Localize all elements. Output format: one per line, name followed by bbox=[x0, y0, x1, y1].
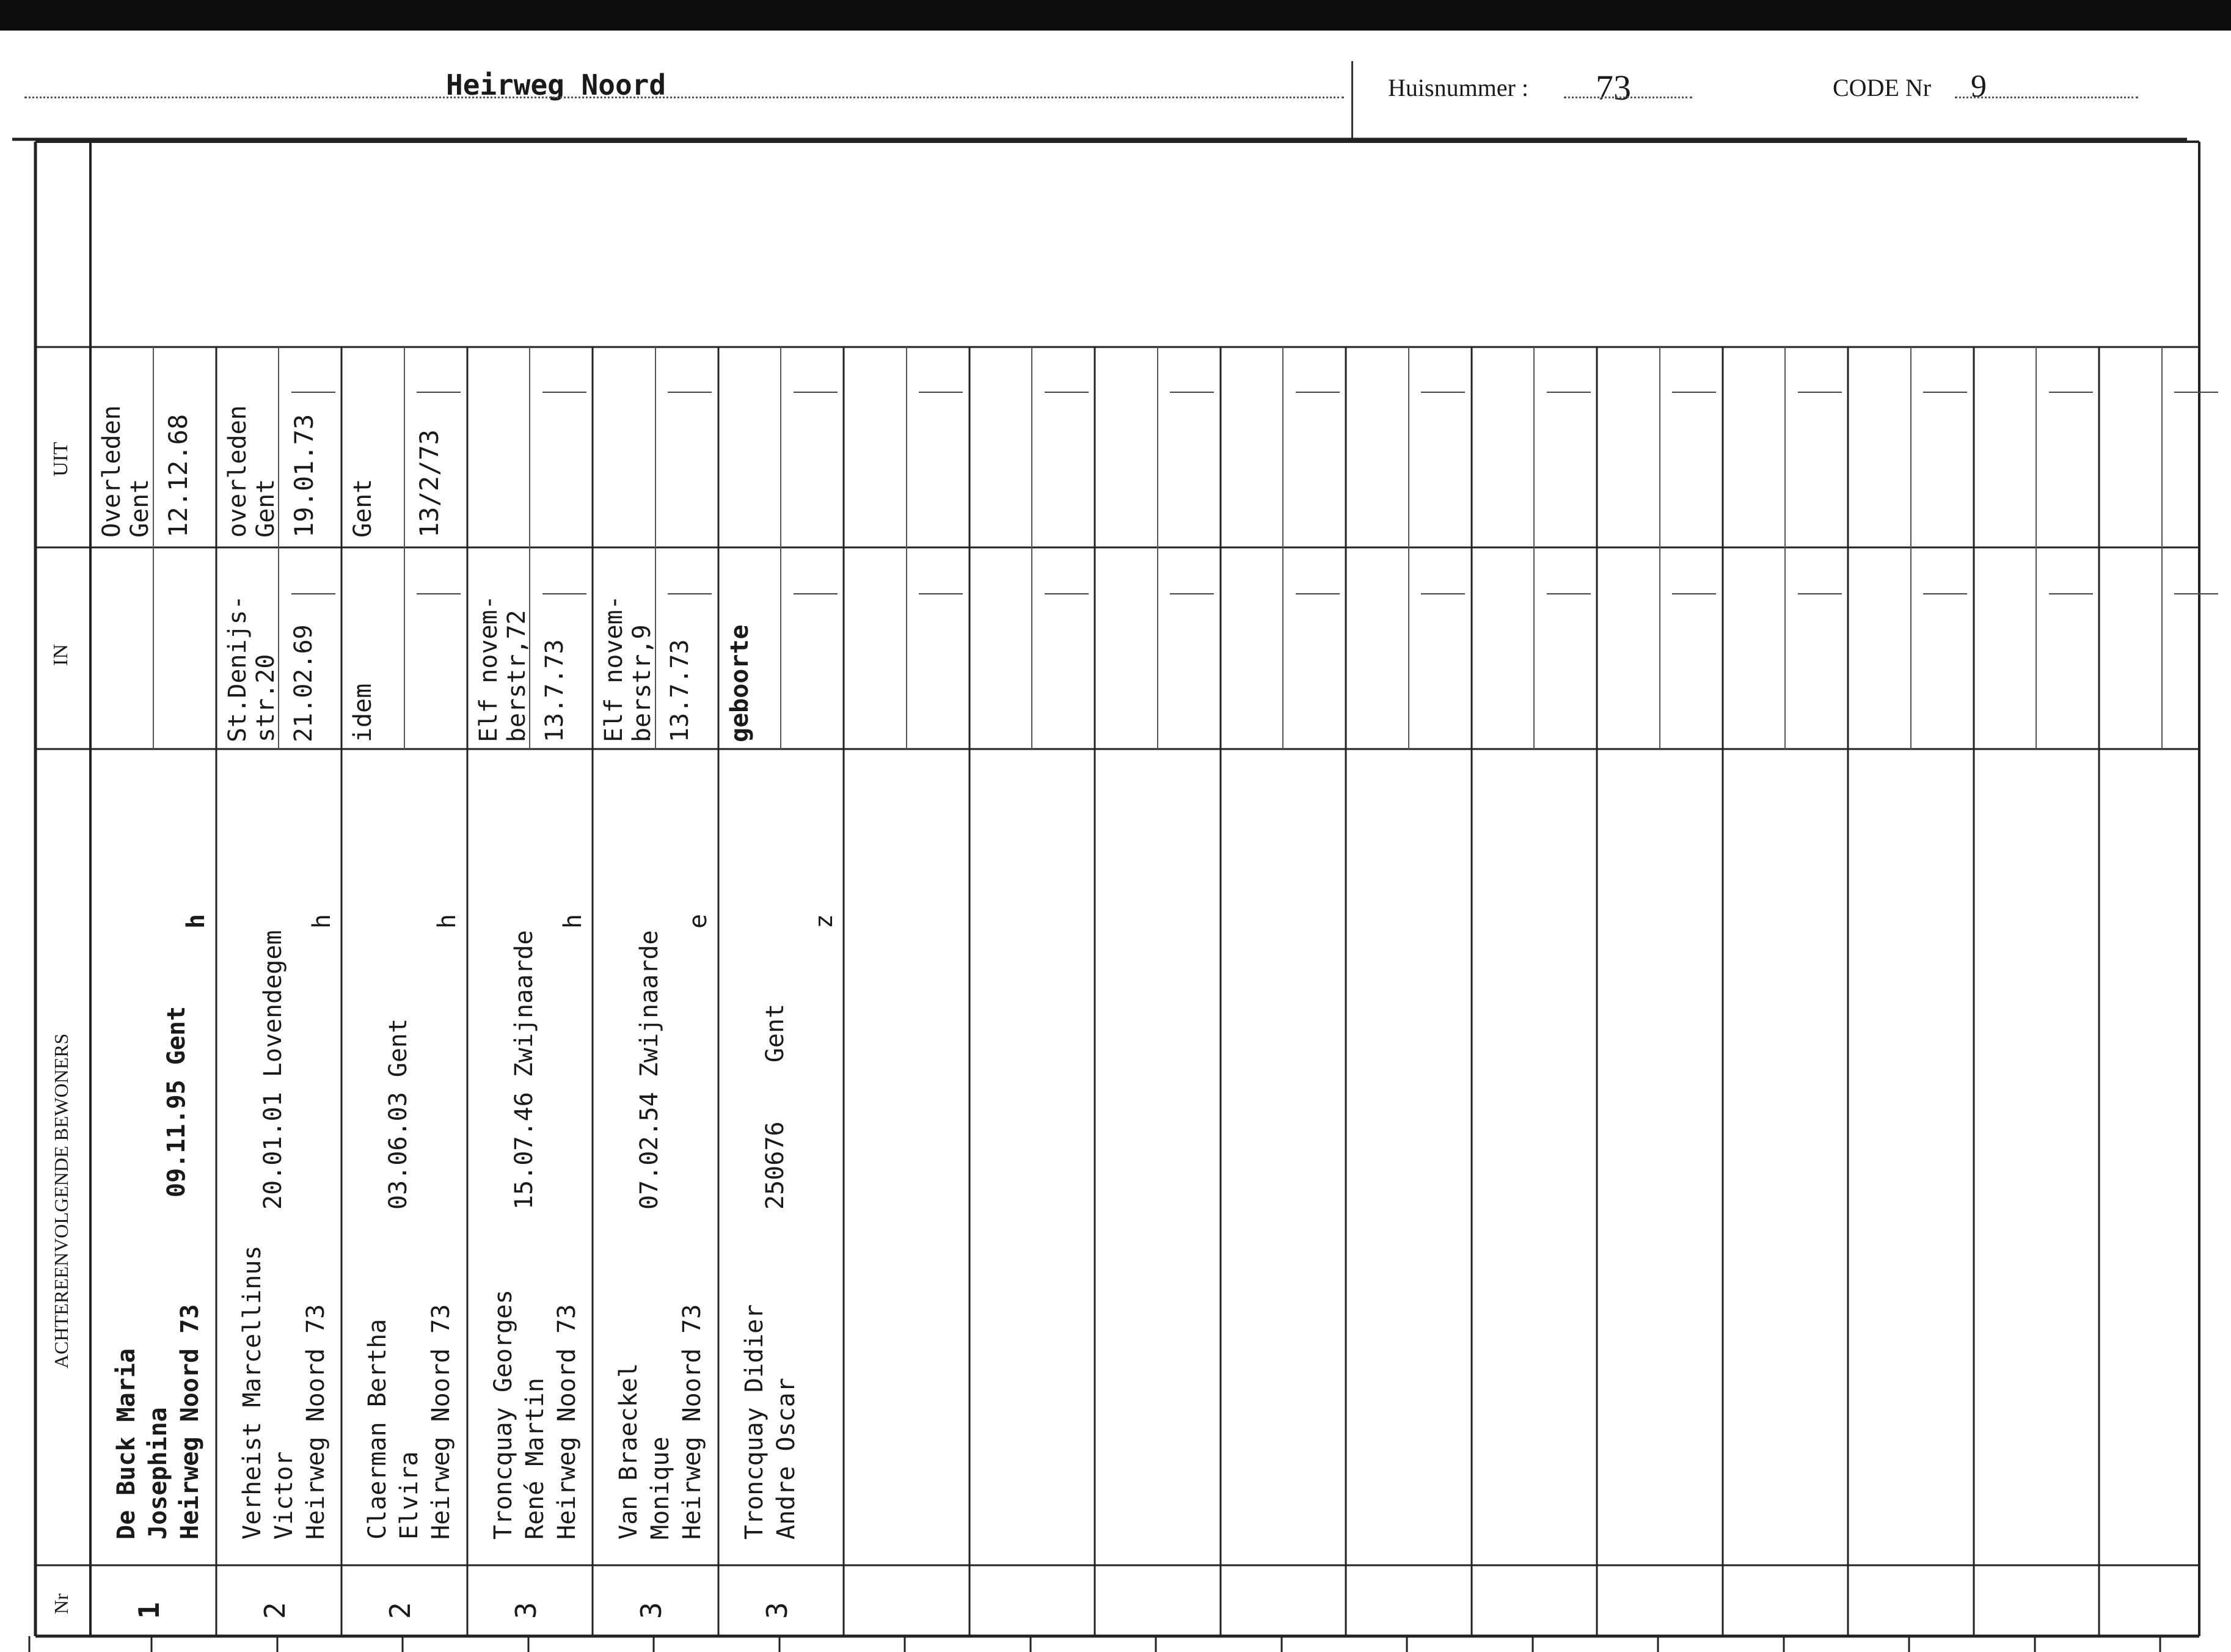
entry-birth: 250676 Gent bbox=[761, 1003, 789, 1210]
uit-row-label: UIT bbox=[49, 442, 72, 477]
entry-mark: h bbox=[433, 913, 461, 929]
house-number-value: 73 bbox=[1596, 68, 1631, 108]
entry-address: Heirweg Noord 73 bbox=[678, 1304, 706, 1540]
entry-nr: 2 bbox=[258, 1602, 291, 1619]
entry-name: Troncquay Georges bbox=[489, 1289, 517, 1540]
entry-nr: 3 bbox=[635, 1602, 668, 1619]
entry-mark: h bbox=[182, 913, 210, 929]
entry-nr: 2 bbox=[384, 1602, 417, 1619]
entry-in-place: idem bbox=[349, 683, 377, 742]
entry-mark: h bbox=[558, 913, 587, 929]
house-number-label: Huisnummer : bbox=[1388, 74, 1528, 101]
entry-name: Claerman Bertha bbox=[363, 1318, 392, 1540]
entry-name: Verheist Marcellinus bbox=[238, 1245, 266, 1540]
in-row-label: IN bbox=[49, 644, 72, 666]
entry-in-place: geboorte bbox=[725, 624, 754, 742]
entry-birth: 20.01.01 Lovendegem bbox=[258, 930, 287, 1210]
entry-address: Heirweg Noord 73 bbox=[427, 1304, 455, 1540]
entry-given-name: Monique bbox=[646, 1436, 674, 1540]
entry-name: Troncquay Didier bbox=[740, 1304, 769, 1540]
entry-nr: 1 bbox=[133, 1602, 166, 1619]
entry-uit-place: Gent bbox=[349, 478, 377, 538]
entry-uit-date: 12.12.68 bbox=[163, 414, 193, 538]
entry-uit-date: 13/2/73 bbox=[414, 429, 444, 538]
entry-name: De Buck Maria bbox=[112, 1348, 141, 1540]
nr-row-label: Nr bbox=[50, 1593, 72, 1614]
entry-nr: 3 bbox=[509, 1602, 542, 1619]
entry-uit-date: 19.01.73 bbox=[288, 414, 319, 538]
entry-in-date: 21.02.69 bbox=[289, 624, 318, 742]
entry-in-date: 13.7.73 bbox=[540, 639, 569, 742]
entry-mark: h bbox=[307, 913, 336, 929]
entry-address: Heirweg Noord 73 bbox=[301, 1304, 330, 1540]
entry-address: Heirweg Noord 73 bbox=[176, 1304, 204, 1540]
entry-uit-place: Overleden Gent bbox=[98, 405, 154, 538]
street-name: Heirweg Noord bbox=[446, 68, 666, 101]
entry-uit-place: overleden Gent bbox=[223, 405, 280, 538]
entry-given-name: Josephina bbox=[144, 1407, 172, 1540]
entry-nr: 3 bbox=[760, 1602, 794, 1619]
entry-in-place: Elf novem- berstr,9 bbox=[600, 595, 656, 742]
entry-name: Van Braeckel bbox=[615, 1363, 643, 1540]
code-number-value: 9 bbox=[1971, 69, 1987, 104]
entry-in-place: Elf novem- berstr,72 bbox=[474, 595, 531, 742]
entry-in-place: St.Denijs- str.20 bbox=[223, 595, 280, 742]
entry-birth: 15.07.46 Zwijnaarde bbox=[509, 930, 538, 1210]
entry-given-name: Andre Oscar bbox=[772, 1378, 800, 1540]
entry-address: Heirweg Noord 73 bbox=[552, 1304, 581, 1540]
entry-in-date: 13.7.73 bbox=[666, 639, 694, 742]
bewoners-row-label: ACHTEREENVOLGENDE BEWONERS bbox=[50, 1033, 72, 1369]
entry-mark: z bbox=[809, 913, 838, 929]
entry-birth: 07.02.54 Zwijnaarde bbox=[635, 930, 663, 1210]
entry-given-name: Elvira bbox=[395, 1451, 423, 1540]
entry-given-name: René Martin bbox=[520, 1378, 549, 1540]
code-number-label: CODE Nr bbox=[1833, 74, 1932, 101]
entry-birth: 03.06.03 Gent bbox=[384, 1018, 412, 1210]
entry-birth: 09.11.95 Gent bbox=[162, 1006, 191, 1197]
entry-mark: e bbox=[684, 913, 712, 929]
entry-given-name: Victor bbox=[269, 1451, 298, 1540]
